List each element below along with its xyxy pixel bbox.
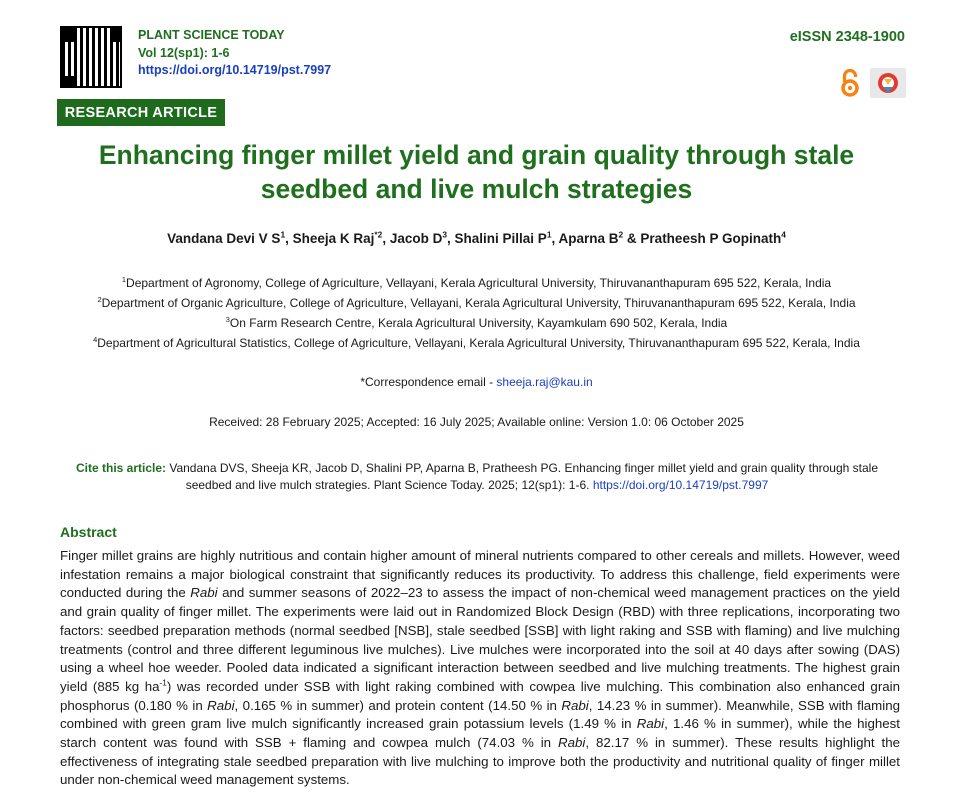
affiliation: $^1$Department of Agronomy, College of Agriculture, Vellayani, Kerala Agricultural University, Thiruvananthapuram 695 522, Kerala, India xyxy=(121,275,832,290)
title-line-1: Enhancing finger millet yield and grain quality through stale xyxy=(98,140,855,170)
journal-volume: Vol 12(sp1): 1-6 xyxy=(138,45,230,60)
author: Jacob $D^3$, xyxy=(389,229,455,246)
author: Shalini Pillai $P^1$, xyxy=(454,229,559,246)
affiliation: $^3$On Farm Research Centre, Kerala Agricultural University, Kayamkulam 690 502, Kerala, India xyxy=(225,315,728,330)
qr-code-icon xyxy=(60,26,122,88)
correspondence-label: *Correspondence email - xyxy=(360,375,497,389)
article-title xyxy=(40,138,913,206)
author: Pratheesh P Gopinath$^4$ xyxy=(640,229,786,246)
open-access-icon[interactable] xyxy=(838,68,862,98)
abstract-body: Finger millet grains are highly nutritious and contain higher amount of mineral nutrients compared to other cereals and millets. However, weed infestation remains a major biological constraint that significantly reduces its productivity. To address this challenge, field experiments were conducted during the Rabi and summer seasons of 2022–23 to assess the impact of non-chemical weed management practices on the yield and grain quality of finger millet. The experiments were laid out in Randomized Block Design (RBD) with three replications, incorporating two factors: seedbed preparation methods (normal seedbed [NSB], stale seedbed [SSB] with light raking and SSB with flaming) and live mulching treatments (control and three different leguminous live mulches). Live mulches were incorporated into the soil at 40 days after sowing (DAS) using a wheel hoe weeder. Pooled data indicated a significant interaction between seedbed and live mulching treatments. The highest grain yield (885 kg $ha^{-1}$) was recorded under SSB with light raking combined with cowpea live mulching. This combination also enhanced grain phosphorus (0.180 % in Rabi, 0.165 % in summer) and protein content (14.50 % in Rabi, 14.23 % in summer). Meanwhile, SSB with flaming combined with green gram live mulch significantly increased grain potassium levels (1.49 % in Rabi, 1.46 % in summer), while the highest starch content was found with SSB + flaming and cowpea mulch (74.03 % in Rabi, 82.17 % in summer). These results highlight the effectiveness of integrating stale seedbed preparation with live mulching to improve both the productivity and nutritional quality of finger millet under non-chemical weed management systems. xyxy=(60,548,900,788)
publication-dates: Received: 28 February 2025; Accepted: 16 July 2025; Available online: Version 1.0: 06 October 2025 xyxy=(209,415,744,429)
citation-text: Vandana DVS, Sheeja KR, Jacob D, Shalini PP, Aparna B, Pratheesh PG. Enhancing finger millet yield and grain quality through stale seedbed and live mulch strategies. Plant Science Today. 2025; 12(sp1): 1-6. xyxy=(166,461,878,492)
correspondence-email-link[interactable]: sheeja.raj@kau.in xyxy=(496,375,593,389)
affiliation: $^2$Department of Organic Agriculture, College of Agriculture, Vellayani, Kerala Agricultural University, Thiruvananthapuram 695 522, Kerala, India xyxy=(97,295,856,310)
journal-name: PLANT SCIENCE TODAY xyxy=(138,28,285,42)
correspondence xyxy=(0,375,953,389)
citation-label: Cite this article: xyxy=(75,461,167,475)
author: Vandana Devi V $S^1$, xyxy=(167,229,293,246)
journal-info xyxy=(138,27,331,80)
author-list xyxy=(0,231,953,246)
author: Sheeja K Raj$^{*2}$, xyxy=(292,229,390,246)
affiliation: $^4$Department of Agricultural Statistics, College of Agriculture, Vellayani, Kerala Agricultural University, Thiruvananthapuram 695 522, Kerala, India xyxy=(93,335,860,350)
eissn: eISSN 2348-1900 xyxy=(789,29,905,45)
author: Aparna $B^2$ & xyxy=(558,229,641,246)
citation xyxy=(62,460,892,494)
abstract-heading: Abstract xyxy=(60,524,117,540)
citation-doi-link[interactable]: https://doi.org/10.14719/pst.7997 xyxy=(592,478,769,492)
article-type-badge: RESEARCH ARTICLE xyxy=(57,99,225,126)
doi-link[interactable]: https://doi.org/10.14719/pst.7997 xyxy=(138,63,332,77)
title-line-2: seedbed and live mulch strategies xyxy=(260,174,693,204)
crossmark-icon[interactable] xyxy=(870,68,906,98)
